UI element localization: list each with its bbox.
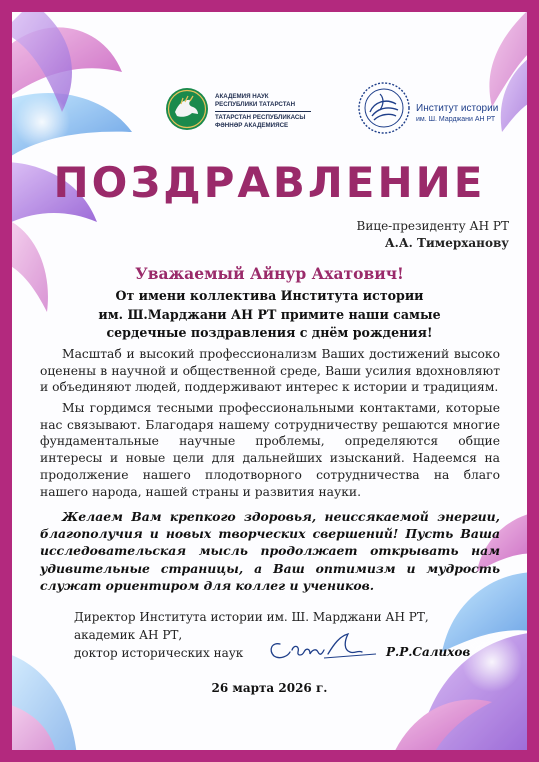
addressee-name-wrap <box>385 235 509 252</box>
handwritten-signature <box>264 630 384 664</box>
wishes-paragraph: Желаем Вам крепкого здоровья, неиссякаемой энергии, благополучия и новых творческих свершений! Пусть Ваша исследовательская мысль продолжает открывать нам удивительные страницы, а Ваш оптимизм и мудрость служат ориентиром для коллег и учеников. <box>40 509 500 593</box>
intro-line: сердечные поздравления с днём рождения! <box>106 325 433 340</box>
academy-divider <box>215 111 311 112</box>
page-title: ПОЗДРАВЛЕНИЕ <box>53 158 486 207</box>
academy-name-tt-line2: ФӘННӘР АКАДЕМИЯСЕ <box>215 122 289 129</box>
academy-name-ru-line2: РЕСПУБЛИКИ ТАТАРСТАН <box>215 101 296 108</box>
intro-block <box>52 287 487 343</box>
academy-name-tt-line1: ТАТАРСТАН РЕСПУБЛИКАСЫ <box>215 114 306 121</box>
institute-emblem-icon <box>356 80 412 136</box>
signer-degree: доктор исторических наук <box>74 646 244 660</box>
intro-line: От имени коллектива Института истории <box>115 288 424 303</box>
institute-subtitle: им. Ш. Марджани АН РТ <box>416 116 496 123</box>
institute-name: Институт истории <box>416 103 499 114</box>
paragraph-cooperation: Мы гордимся тесными профессиональными контактами, которые нас связывают. Благодаря нашему сотрудничеству решаются многие фундаментальные научные проблемы, определяются общие интересы и новые цели для дальнейших изысканий. Надеемся на продолжение нашего плодотворного сотрудничества на благо нашего народа, нашей страны и развития науки. <box>40 401 500 499</box>
certificate-sheet <box>12 12 527 750</box>
signer-name: Р.Р.Салихов <box>386 645 471 659</box>
addressee-name: А.А. Тимерханову <box>384 236 509 250</box>
signer-title: академик АН РТ, <box>74 628 183 642</box>
signer-position: Директор Института истории им. Ш. Марджани АН РТ, <box>74 610 429 624</box>
document-date: 26 марта 2026 г. <box>211 681 328 695</box>
intro-line: им. Ш.Марджани АН РТ примите наши самые <box>98 306 441 322</box>
addressee-position: Вице-президенту АН РТ <box>356 219 509 233</box>
paragraph-achievements: Масштаб и высокий профессионализм Ваших достижений высоко оценены в научной и общественной среде, Ваши усилия вдохновляют и объединяют людей, поддерживают интерес к истории и традициям. <box>40 347 500 395</box>
greeting: Уважаемый Айнур Ахатович! <box>135 264 404 283</box>
academy-name-ru-line1: АКАДЕМИЯ НАУК <box>215 93 269 100</box>
academy-emblem-icon <box>165 86 209 132</box>
